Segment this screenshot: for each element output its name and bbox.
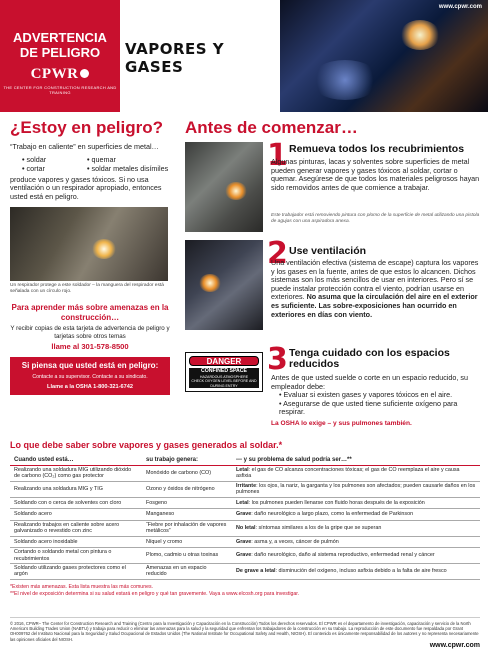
- step-body: Algunas pinturas, lacas y solventes sobre superficies de metal pueden generar vapores y gases tóxicos al soldar, cortar o quemar. Asegúrese de que todos los materiales peligrosos hayan sido removidos antes de que comience a trabajar.: [271, 157, 480, 192]
- table-cell: Fosgeno: [142, 497, 232, 509]
- header: [0, 0, 488, 112]
- table-cell: Soldando acero: [10, 509, 142, 521]
- osha-note: La OSHA lo exige – y sus pulmones también.: [271, 419, 412, 427]
- danger-contact-box: [10, 357, 170, 395]
- table-row: [10, 564, 480, 580]
- list-item: • soldar: [22, 155, 87, 164]
- list-item: • Evaluar si existen gases y vapores tóxicos en el aire.: [279, 390, 453, 400]
- step-number: 2: [267, 236, 288, 271]
- table-cell: Grave: daño neurológico a largo plazo, como la enfermedad de Parkinson: [232, 509, 480, 521]
- logo-dot-icon: [80, 69, 89, 78]
- step-title: Use ventilación: [289, 245, 367, 257]
- table-row: [10, 497, 480, 509]
- danger-sign: [185, 352, 263, 392]
- table-cell: Realizando una soldadura MIG y TIG: [10, 481, 142, 497]
- left-column: [10, 118, 170, 395]
- severity-label: Grave: [236, 552, 252, 559]
- header-url-link[interactable]: www.cpwr.com: [438, 4, 482, 10]
- severity-label: Letal: [236, 499, 249, 506]
- step-number: 3: [267, 342, 288, 377]
- table-cell: Monóxido de carbono (CO): [142, 466, 232, 482]
- step-body: Antes de que usted suelde o corte en un espacio reducido, su empleador debe: • Evaluar si existen gases y vapores tóxicos en el aire. • Asegurarse de que usted tiene suficiente oxígeno para respirar. La OSHA lo exige – y sus pulmones también.: [271, 374, 480, 429]
- table-row: [10, 536, 480, 548]
- severity-label: Grave: [236, 511, 252, 518]
- table-heading: Lo que debe saber sobre vapores y gases generados al soldar.*: [10, 440, 283, 450]
- step1-photo: [185, 142, 263, 232]
- step-caption: Este trabajador está removiendo pintura con plomo de la superficie de metal utilizando una pistola de agujas con una aspiradora anexa.: [271, 213, 480, 224]
- step-title: Tenga cuidado con los espacios reducidos: [289, 347, 450, 370]
- table-cell: Letal: el gas de CO alcanza concentraciones tóxicas; el gas de CO reemplaza el aire y causa asfixia: [232, 466, 480, 482]
- table-footnotes: *Existen más amenazas. Esta lista muestra las más comunes. **El nivel de exposición determina si su salud estará en peligro y qué tan gravemente. Vaya a www.elcosh.org para investigar.: [10, 583, 300, 597]
- table-cell: Soldando con o cerca de solventes con cloro: [10, 497, 142, 509]
- spark-glow: [92, 239, 116, 259]
- col-header: Cuando usted está…: [10, 455, 142, 466]
- severity-label: Letal: [236, 467, 249, 473]
- step-number: 1: [267, 138, 288, 173]
- table-cell: Soldando acero inoxidable: [10, 536, 142, 548]
- warning-banner: [0, 0, 120, 112]
- table-row: [10, 509, 480, 521]
- warning-line2: DE PELIGRO: [19, 45, 101, 60]
- right-heading: Antes de comenzar…: [185, 118, 358, 137]
- table-cell: Letal: los pulmones pueden llenarse con fluido horas después de la exposición: [232, 497, 480, 509]
- respirator-photo: [10, 207, 168, 281]
- table-cell: Ozono y óxidos de nitrógeno: [142, 481, 232, 497]
- learn-more-heading: Para aprender más sobre amenazas en la construcción…: [11, 302, 169, 322]
- severity-label: Irritante: [236, 482, 257, 489]
- table-cell: Realizando una soldadura MIG utilizando dióxido de carbono (CO₂) como gas protector: [10, 466, 142, 482]
- table-cell: “Fiebre por inhalación de vapores metálicos”: [142, 520, 232, 536]
- osha-phone[interactable]: Llame a la OSHA 1-800-321-6742: [47, 383, 133, 390]
- step-bold-warning: No asuma que la circulación del aire en el exterior es suficiente. Las sobre-exposiciones han ocurrido en exteriores en días con viento.: [271, 292, 478, 319]
- page-title: VAPORES Y GASES: [125, 40, 225, 76]
- step-body: Una ventilación efectiva (sistema de escape) captura los vapores y los gases en la fuente, antes de que estos lo alcancen. Dichos sistemas son los más sencillos de usar en interiores. Pero sí se puede instalar protección contra el viento, podrían usarse en exteriores. No asuma que la circulación del aire en el exterior es suficiente. Las sobre-exposiciones han ocurrido en exteriores en días con viento.: [271, 258, 479, 319]
- table-cell: Níquel y cromo: [142, 536, 232, 548]
- footer-url-link[interactable]: www.cpwr.com: [429, 641, 480, 649]
- left-intro: “Trabajo en caliente” en superficies de metal…: [10, 142, 159, 151]
- table-row: [10, 481, 480, 497]
- sign-line1: CONFINED SPACE: [200, 368, 248, 374]
- spark-glow: [199, 274, 221, 292]
- phone-number[interactable]: llame al 301-578-8500: [51, 341, 129, 351]
- list-item: • Asegurarse de que usted tiene suficiente oxígeno para respirar.: [279, 398, 458, 417]
- fumes-table: [10, 455, 480, 580]
- table-cell: Soldando utilizando gases protectores como el argón: [10, 564, 142, 580]
- table-cell: No letal: síntomas similares a los de la gripe que se superan: [232, 520, 480, 536]
- welding-arc-glow: [400, 20, 440, 50]
- table-row: [10, 466, 480, 482]
- step2-photo: [185, 240, 263, 330]
- table-cell: Grave: daño neurológico, daño al sistema reproductivo, enfermedad renal y cáncer: [232, 548, 480, 564]
- warning-line1: ADVERTENCIA: [13, 30, 107, 45]
- cpwr-logo: CPWR: [0, 66, 120, 83]
- list-item: • quemar: [87, 155, 177, 164]
- learn-more-text: Y recibir copias de esta tarjeta de advertencia de peligro y tarjetas sobre otros temas: [10, 325, 170, 340]
- sign-line2: HAZARDOUS ATMOSPHERE: [199, 375, 249, 379]
- severity-label: De grave a letal: [236, 568, 276, 575]
- table-cell: Cortando o soldando metal con pintura o recubrimientos: [10, 548, 142, 564]
- table-cell: Irritante: los ojos, la nariz, la garganta y los pulmones son afectados; pueden causarle daños en los pulmones: [232, 481, 480, 497]
- table-row: [10, 520, 480, 536]
- left-danger-text: produce vapores y gases tóxicos. Si no usa ventilación o un respirador apropiado, entonces usted está en peligro.: [10, 174, 162, 201]
- col-header: su trabajo genera:: [142, 455, 232, 466]
- redbox-title: Si piensa que usted está en peligro:: [21, 360, 159, 370]
- table-cell: De grave a letal: disminución del oxígeno, incluso asfixia debido a la falta de aire fresco: [232, 564, 480, 580]
- step-title: Remueva todos los recubrimientos: [289, 143, 465, 155]
- col-header: --- y su problema de salud podría ser…**: [232, 455, 480, 466]
- redbox-lines: Contacte a su supervisor. Contacte a su sindicato.: [32, 373, 148, 380]
- table-cell: Amenazas en un espacio reducido: [142, 564, 232, 580]
- table-header-row: [10, 455, 480, 466]
- list-item: • cortar: [22, 164, 87, 173]
- right-column: [185, 118, 480, 427]
- legal-text: © 2016, CPWR– The Center for Construction Research and Training (Centro para la Investigación y Capacitación en la Construcción) Todos los derechos reservados. El CPWR es el departamento de investigación, capacitación y servicio de la North America's Building Trades Union (NABTU) y trabaja para reducir o eliminar las amenazas para la salud y la seguridad que enfrentan los trabajadores de la construcción en su trabajo. La reproducción de este documento fue respaldada por Grant OH009762 del Instituto Nacional para la Seguridad y Salud Ocupacional de Estados Unidos (The National Institute for Occupational Safety and Health, NIOSH). El contenido es únicamente responsabilidad de los autores y no representa necesariamente las opiniones oficiales del NIOSH. www.cpwr.com: [10, 617, 480, 642]
- left-heading: ¿Estoy en peligro?: [10, 118, 164, 137]
- logo-tagline: THE CENTER FOR CONSTRUCTION RESEARCH AND TRAINING: [3, 85, 117, 95]
- respirator-caption: Un respirador protege a este soldador – la manguera del respirador está señalada con un círculo rojo.: [10, 283, 164, 295]
- fumes-table-section: [10, 440, 480, 597]
- table-cell: Grave: asma y, a veces, cáncer de pulmón: [232, 536, 480, 548]
- severity-label: Grave: [236, 538, 252, 545]
- severity-label: No letal: [236, 525, 256, 532]
- table-row: [10, 548, 480, 564]
- header-welding-photo: [280, 0, 488, 112]
- table-cell: Manganeso: [142, 509, 232, 521]
- welding-helmet-glow: [310, 60, 380, 100]
- spark-glow: [225, 182, 247, 200]
- table-cell: Plomo, cadmio u otras toxinas: [142, 548, 232, 564]
- operations-list: [10, 155, 170, 173]
- sign-line3: CHECK OXYGEN LEVEL BEFORE AND DURING ENTRY: [191, 379, 257, 388]
- list-item: • soldar metales disímiles: [87, 164, 177, 173]
- sign-danger-label: DANGER: [189, 356, 259, 366]
- table-cell: Realizando trabajos en caliente sobre acero galvanizado o revestido con zinc: [10, 520, 142, 536]
